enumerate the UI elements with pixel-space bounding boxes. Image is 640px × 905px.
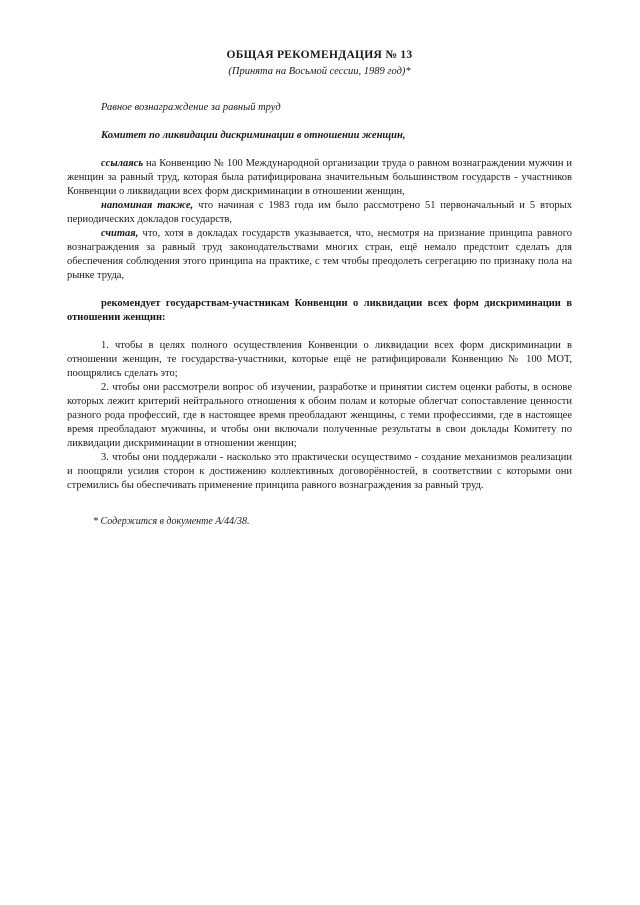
preamble-lead: напоминая также, [101,200,194,211]
spacer [67,283,572,297]
preamble-text: что начиная с 1983 года им было рассмотрено 51 первоначальный и 5 вторых периодических докладов государств, [67,200,572,225]
spacer [67,115,572,129]
spacer [67,493,572,515]
preamble-clause [67,157,572,199]
list-item: 3. чтобы они поддержали - насколько это практически осуществимо - создание механизмов реализации и поощряли усилия сторон к достижению коллективных договорённостей, в соответствии с которыми они стремились бы обеспечивать применение принципа равного вознаграждения за равный труд. [67,452,572,491]
preamble-text: на Конвенцию № 100 Международной организации труда о равном вознаграждении мужчин и женщин за равный труд, которая была ратифицирована значительным большинством государств - участников Конвенции о ликвидации всех форм дискриминации в отношении женщин, [67,158,572,197]
spacer [67,143,572,157]
preamble-text: что, хотя в докладах государств указывается, что, несмотря на признание принципа равного вознаграждения за равный труд законодательствами многих стран, ещё немало предстоит сделать для обеспечения соблюдения этого принципа на практике, с тем чтобы преодолеть сегрегацию по признаку пола на рынке труда, [67,228,572,281]
recommends-intro: рекомендует государствам-участникам Конвенции о ликвидации всех форм дискриминации в отношении женщин: [67,298,572,323]
list-item: 2. чтобы они рассмотрели вопрос об изучении, разработке и принятии систем оценки работы, в основе которых лежит критерий нейтрального отношения к обоим полам и которые облегчат сопоставление ценности разного рода профессий, где в настоящее время преобладают женщины, с теми профессиями, где в настоящее время преобладают мужчины, и чтобы они включали полученные результаты в свои доклады Комитету по ликвидации дискриминации в отношении женщин; [67,382,572,449]
list-item: 1. чтобы в целях полного осуществления Конвенции о ликвидации всех форм дискриминации в отношении женщин, те государства-участники, которые ещё не ратифицировали Конвенцию № 100 МОТ, поощрялись сделать это; [67,340,572,379]
preamble-lead: считая, [101,228,139,239]
spacer [67,325,572,339]
document-topic: Равное вознаграждение за равный труд [101,102,281,113]
preamble-lead: ссылаясь [101,158,144,169]
spacer [67,79,572,101]
document-subtitle: (Принята на Восьмой сессии, 1989 год)* [228,66,411,77]
preamble-clause [67,199,572,227]
page-title: ОБЩАЯ РЕКОМЕНДАЦИЯ № 13 [226,49,413,61]
document-content [67,48,572,529]
footnote: * Содержится в документе A/44/38. [93,516,250,527]
body-heading: Комитет по ликвидации дискриминации в отношении женщин, [101,130,406,141]
preamble-clause [67,227,572,283]
